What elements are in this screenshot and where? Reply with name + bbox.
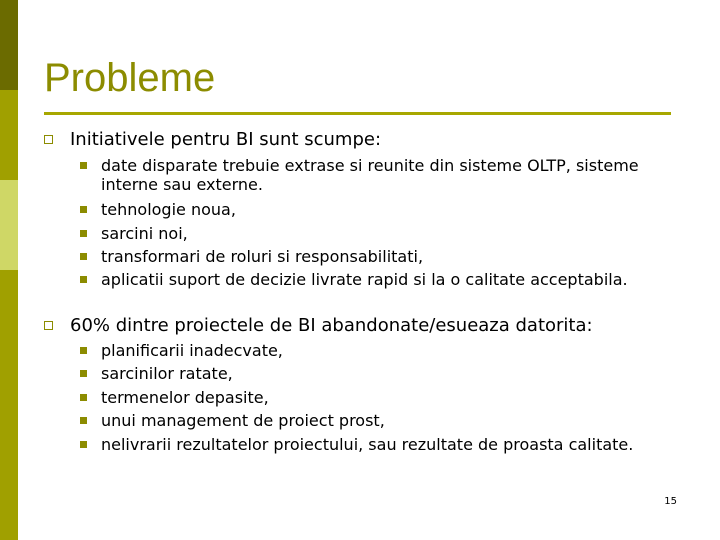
sidebar-block — [0, 270, 18, 360]
square-bullet-icon — [80, 394, 87, 401]
square-bullet-icon — [80, 276, 87, 283]
square-bullet-icon — [80, 347, 87, 354]
decorative-sidebar — [0, 0, 18, 540]
sidebar-block — [0, 180, 18, 270]
square-bullet-icon — [80, 162, 87, 169]
sidebar-block — [0, 0, 18, 90]
square-bullet-icon — [44, 321, 53, 330]
square-bullet-icon — [80, 441, 87, 448]
square-bullet-icon — [80, 230, 87, 237]
slide-title: Probleme — [44, 56, 216, 100]
square-bullet-icon — [80, 417, 87, 424]
square-bullet-icon — [80, 370, 87, 377]
sidebar-block — [0, 90, 18, 180]
title-underline — [44, 112, 671, 115]
square-bullet-icon — [80, 253, 87, 260]
square-bullet-icon — [44, 135, 53, 144]
page-number: 15 — [664, 496, 677, 507]
square-bullet-icon — [80, 206, 87, 213]
sidebar-block — [0, 360, 18, 540]
